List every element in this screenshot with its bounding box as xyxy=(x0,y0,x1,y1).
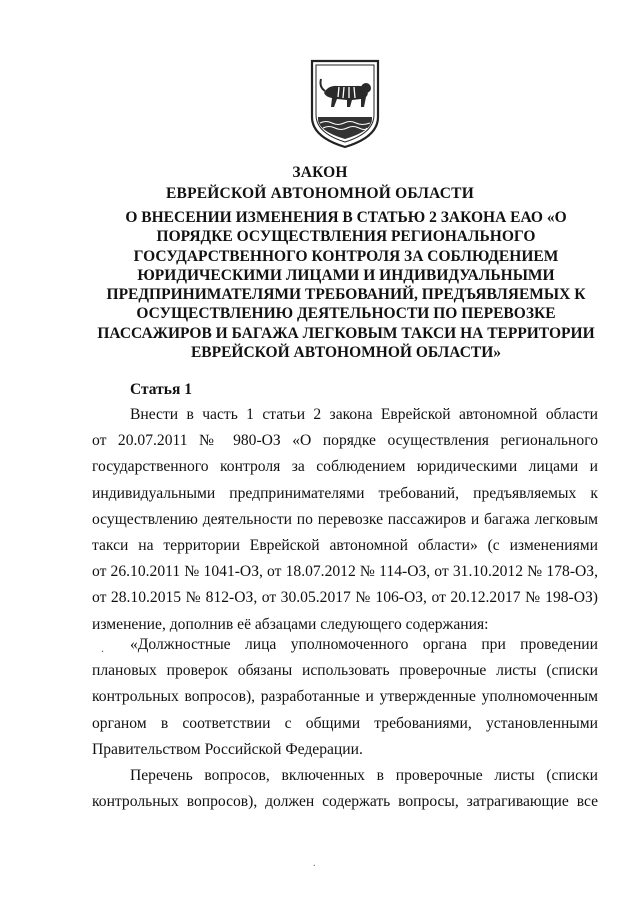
law-heading: ЗАКОН xyxy=(292,164,348,181)
subject-line: ОСУЩЕСТВЛЕНИЮ ДЕЯТЕЛЬНОСТИ ПО ПЕРЕВОЗКЕ xyxy=(136,305,556,323)
paragraph-line: такси на территории Еврейской автономной области» (с изменениями xyxy=(92,536,598,554)
scan-speck: . xyxy=(313,858,316,869)
subject-line: ГОСУДАРСТВЕННОГО КОНТРОЛЯ ЗА СОБЛЮДЕНИЕМ xyxy=(133,247,559,265)
paragraph-line: контрольных вопросов), должен содержать вопросы, затрагивающие все xyxy=(92,793,598,811)
paragraph-line: от 20.07.2011 № 980-ОЗ «О порядке осуществления регионального xyxy=(92,432,598,450)
paragraph-line: Внести в часть 1 статьи 2 закона Еврейской автономной области xyxy=(130,406,598,423)
article-paragraph-2 xyxy=(92,632,598,763)
paragraph-line: Перечень вопросов, включенных в проверочные листы (списки xyxy=(130,767,598,784)
paragraph-line: осуществлению деятельности по перевозке пассажиров и багажа легковым xyxy=(92,510,598,528)
scan-speck: . xyxy=(101,641,104,655)
paragraph-line: от 28.10.2015 № 812-ОЗ, от 30.05.2017 № 106-ОЗ, от 20.12.2017 № 198-ОЗ) xyxy=(92,589,598,607)
paragraph-line: плановых проверок обязаны использовать проверочные листы (списки xyxy=(92,662,598,680)
paragraph-line: органом в соответствии с общими требованиями, установленными xyxy=(92,714,598,732)
subject-line: ПРЕДПРИНИМАТЕЛЯМИ ТРЕБОВАНИЙ, ПРЕДЪЯВЛЯЕМЫХ К xyxy=(106,286,586,304)
coat-of-arms-icon xyxy=(306,57,384,151)
subject-line: ПАССАЖИРОВ И БАГАЖА ЛЕГКОВЫМ ТАКСИ НА ТЕРРИТОРИИ xyxy=(97,324,595,342)
subject-line: О ВНЕСЕНИИ ИЗМЕНЕНИЯ В СТАТЬЮ 2 ЗАКОНА ЕАО «О xyxy=(125,209,567,226)
subject-line: ЮРИДИЧЕСКИМИ ЛИЦАМИ И ИНДИВИДУАЛЬНЫМИ xyxy=(137,266,555,284)
paragraph-line: контрольных вопросов), разработанные и утвержденные уполномоченным xyxy=(92,688,598,706)
paragraph-line: Правительством Российской Федерации. xyxy=(92,740,363,758)
paragraph-line: изменение, дополнив её абзацами следующего содержания: xyxy=(92,615,489,633)
paragraph-line: от 26.10.2011 № 1041-ОЗ, от 18.07.2012 № 114-ОЗ, от 31.10.2012 № 178-ОЗ, xyxy=(92,563,598,581)
article-paragraph-3 xyxy=(92,763,598,815)
paragraph-line: индивидуальными предпринимателями требований, предъявляемых к xyxy=(92,484,598,502)
subject-line: ПОРЯДКЕ ОСУЩЕСТВЛЕНИЯ РЕГИОНАЛЬНОГО xyxy=(156,228,536,246)
law-subject xyxy=(96,208,596,362)
paragraph-line: государственного контроля за соблюдением юридическими лицами и xyxy=(92,458,598,476)
subject-line: ЕВРЕЙСКОЙ АВТОНОМНОЙ ОБЛАСТИ» xyxy=(190,344,502,362)
article-paragraph-1 xyxy=(92,402,598,638)
paragraph-line: «Должностные лица уполномоченного органа при проведении xyxy=(130,636,598,653)
article-heading: Статья 1 xyxy=(130,381,192,398)
law-region: ЕВРЕЙСКОЙ АВТОНОМНОЙ ОБЛАСТИ xyxy=(166,185,474,202)
